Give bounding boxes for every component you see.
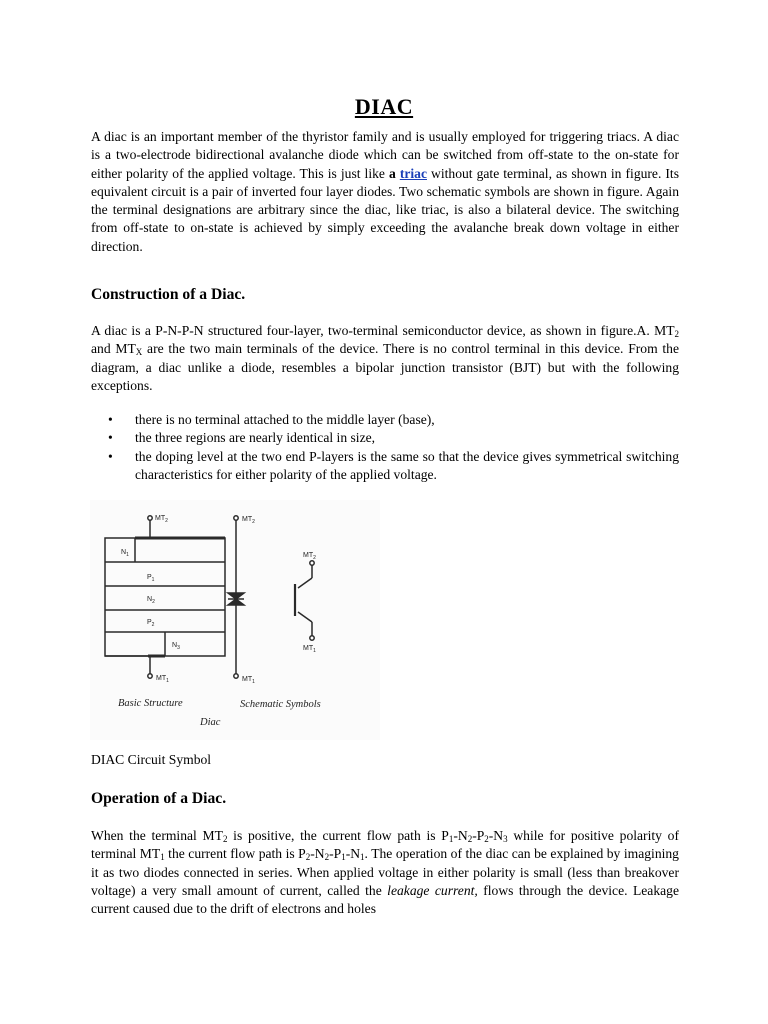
label-mt2: $MT_2$ xyxy=(155,515,168,524)
symbol-label-mt1: $MT_1$ xyxy=(242,676,255,685)
label-p1: $P_1$ xyxy=(147,574,155,583)
op-sub: 2 xyxy=(467,834,473,844)
page-title: DIAC xyxy=(354,94,414,119)
label-n2: $N_2$ xyxy=(147,596,155,605)
op-text: -N xyxy=(453,828,468,843)
op-sub: 1 xyxy=(360,852,365,863)
construction-text-1: A diac is a P-N-P-N structured four-layer, two-terminal semiconductor device, as shown in figure.A. MT xyxy=(91,323,675,338)
construction-heading: Construction of a Diac. xyxy=(91,286,246,303)
label-n1: $N_1$ xyxy=(121,549,129,558)
op-sub: 2 xyxy=(484,834,489,844)
exceptions-list xyxy=(108,411,679,484)
intro-paragraph xyxy=(91,128,679,256)
diac-figure xyxy=(90,500,380,740)
list-item xyxy=(108,448,679,485)
op-text: -N xyxy=(310,846,325,862)
op-sub: 2 xyxy=(305,852,311,863)
op-text: while for positive polarity of terminal MT xyxy=(91,828,679,862)
op-text: -N xyxy=(345,846,361,862)
op-sub: 1 xyxy=(160,852,165,863)
op-text: . The operation of the diac can be explained by imagining it as two diodes connected in series. When applied voltage in either polarity is small (less than breakover voltage) a very small amount of current, called the xyxy=(91,846,679,898)
label-p2: $P_2$ xyxy=(147,619,155,628)
construction-sub-1: 2 xyxy=(674,329,679,339)
leakage-current-term: leakage current, xyxy=(387,882,478,898)
operation-heading: Operation of a Diac. xyxy=(91,790,227,807)
op-text: the current flow path is P xyxy=(164,846,306,862)
list-item-text: the three regions are nearly identical in size, xyxy=(135,430,376,446)
op-sub: 1 xyxy=(448,834,454,844)
op-text: When the terminal MT xyxy=(91,828,223,843)
op-text: -N xyxy=(488,828,504,843)
op-sub: 2 xyxy=(222,834,228,844)
figure-caption: DIAC Circuit Symbol xyxy=(91,752,212,767)
construction-sub-2: X xyxy=(135,347,143,358)
op-sub: 3 xyxy=(503,834,508,844)
basic-structure-label: Basic Structure xyxy=(118,698,183,709)
bullet-icon: • xyxy=(108,430,113,446)
label-mt1: $MT_1$ xyxy=(156,675,169,684)
diac-figure-label: Diac xyxy=(200,717,221,728)
label-n3: $N_3$ xyxy=(172,642,180,651)
op-text: -P xyxy=(329,846,342,862)
intro-text-1: A diac is an important member of the thyristor family and is usually employed for triggering triacs. A diac is a two-electrode bidirectional avalanche diode which can be switched from off-state to the on-state for either polarity of the applied voltage. This is just like xyxy=(91,129,679,181)
list-item-text: there is no terminal attached to the middle layer (base), xyxy=(135,412,435,427)
bullet-icon: • xyxy=(108,412,113,427)
triac-link[interactable]: triac xyxy=(399,165,427,181)
schematic-symbols-label: Schematic Symbols xyxy=(240,699,321,710)
intro-text-2: without gate terminal, as shown in figure. Its equivalent circuit is a pair of inverted four layer diodes. Two schematic symbols are shown in figure. Again the terminal designations are arbitrary since the diac, like triac, is also a bilateral device. The switching from off-state to on-state is achieved by simply exceeding the avalanche break down voltage in either direction. xyxy=(91,165,680,254)
op-sub: 2 xyxy=(324,852,330,863)
intro-link-prefix: a xyxy=(388,165,400,181)
construction-paragraph xyxy=(91,322,679,395)
list-item xyxy=(108,429,679,447)
transistor-label-mt1: $MT_1$ xyxy=(303,645,316,654)
bullet-icon: • xyxy=(108,448,113,464)
op-text: -P xyxy=(472,828,485,843)
transistor-label-mt2: $MT_2$ xyxy=(303,552,316,561)
operation-paragraph xyxy=(91,827,679,918)
construction-text-3: are the two main terminals of the device. There is no control terminal in this device. From the diagram, a diac unlike a diode, resembles a bipolar junction transistor (BJT) but with the following exceptions. xyxy=(91,341,680,393)
construction-text-2: and MT xyxy=(91,341,136,357)
symbol-label-mt2: $MT_2$ xyxy=(242,516,255,525)
op-text: flows through the device. Leakage current caused due to the drift of electrons and holes xyxy=(91,882,679,917)
op-sub: 1 xyxy=(341,852,346,863)
list-item xyxy=(108,411,679,429)
op-text: is positive, the current flow path is P xyxy=(227,828,449,843)
list-item-text: the doping level at the two end P-layers is the same so that the device gives symmetrical switching characteristics for either polarity of the applied voltage. xyxy=(135,448,679,482)
